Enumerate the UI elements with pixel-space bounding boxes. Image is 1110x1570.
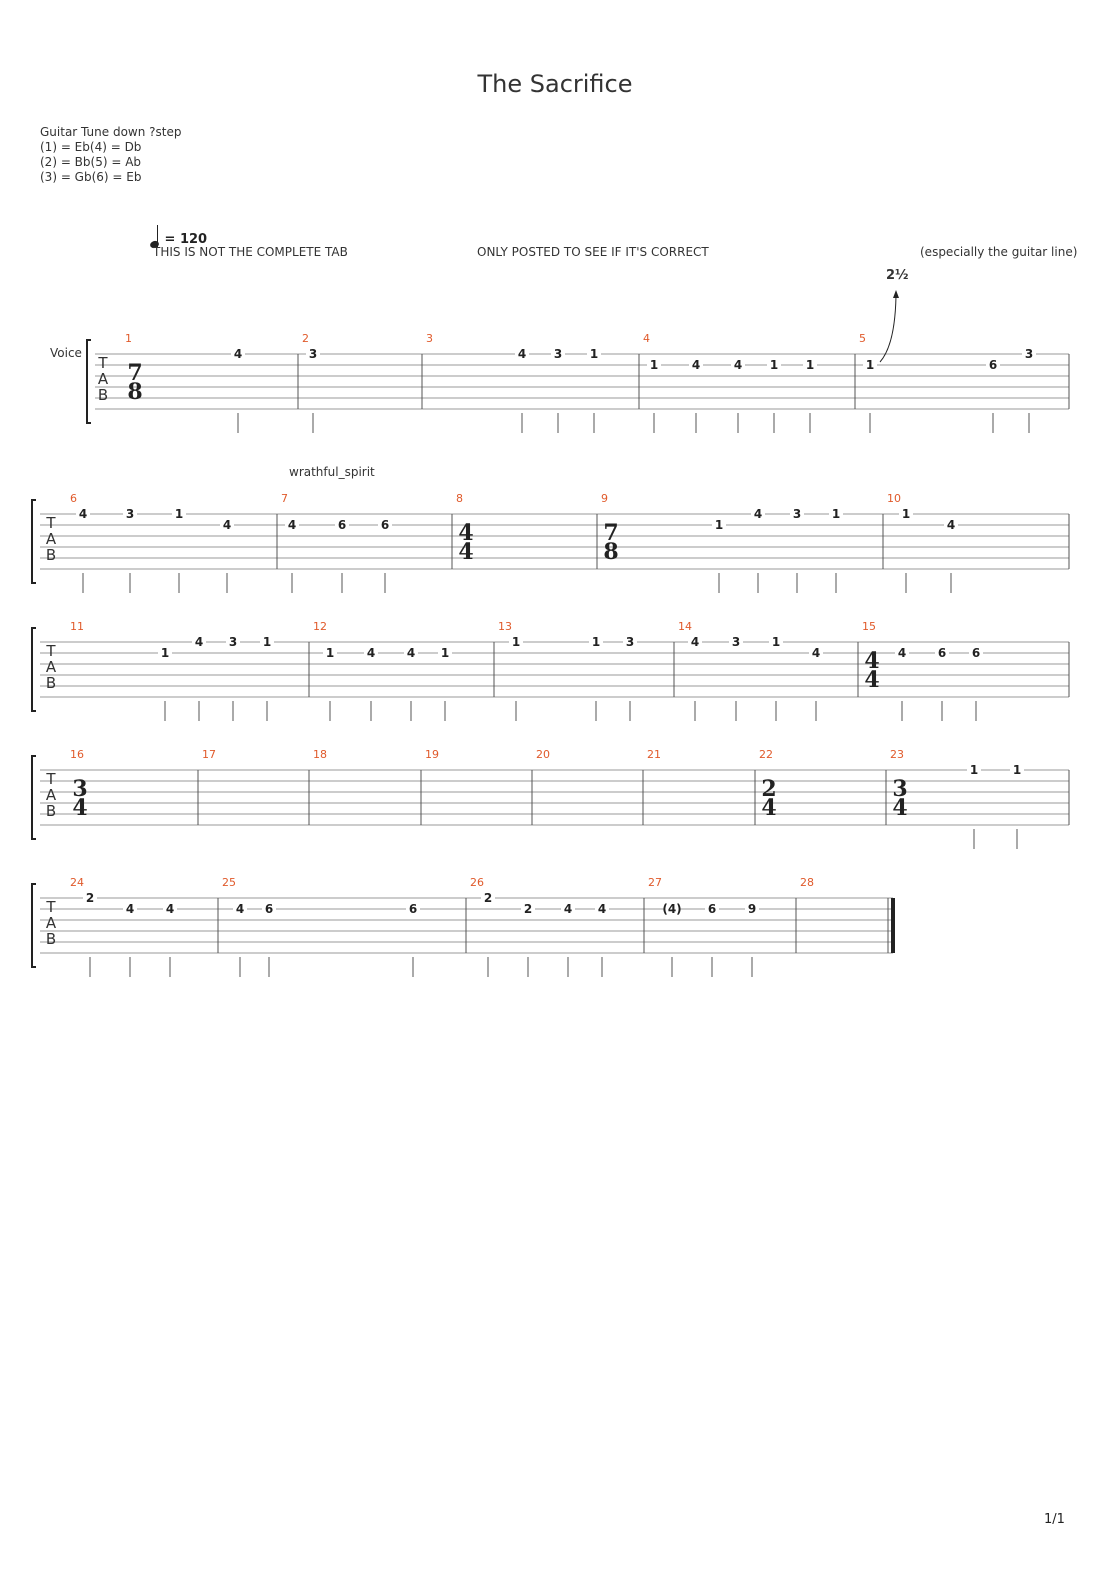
tab-clef-letter: T [46, 514, 56, 532]
fret-number: (4) [662, 902, 682, 916]
tab-clef-letter: T [46, 642, 56, 660]
time-signature-denominator: 4 [892, 795, 908, 821]
fret-number: 3 [228, 635, 238, 649]
measure-number: 15 [862, 620, 876, 633]
text-annotation: (especially the guitar line) [920, 245, 1078, 259]
tab-clef-letter: B [45, 546, 57, 564]
fret-number: 4 [690, 635, 700, 649]
measure-number: 17 [202, 748, 216, 761]
measure-number: 13 [498, 620, 512, 633]
measure-number: 18 [313, 748, 327, 761]
measure-number: 9 [601, 492, 608, 505]
fret-number: 2 [483, 891, 493, 905]
measure-number: 3 [426, 332, 433, 345]
fret-number: 4 [406, 646, 416, 660]
time-signature-denominator: 8 [127, 379, 143, 405]
time-signature-numerator: 4 [458, 520, 474, 546]
time-signature-denominator: 4 [864, 667, 880, 693]
time-signature-numerator: 4 [864, 648, 880, 674]
fret-number: 1 [865, 358, 875, 372]
fret-number: 4 [563, 902, 573, 916]
tab-clef-letter: B [45, 930, 57, 948]
staff-bracket [32, 500, 36, 583]
fret-number: 4 [233, 347, 243, 361]
fret-number: 1 [262, 635, 272, 649]
tab-clef-letter: T [46, 770, 56, 788]
fret-number: 1 [649, 358, 659, 372]
fret-number: 1 [831, 507, 841, 521]
fret-number: 4 [165, 902, 175, 916]
tab-clef-letter: B [45, 674, 57, 692]
fret-number: 4 [366, 646, 376, 660]
tuning-line: (3) = Gb(6) = Eb [40, 170, 142, 184]
time-signature-numerator: 7 [127, 360, 143, 386]
fret-number: 4 [691, 358, 701, 372]
tuning-header: Guitar Tune down ?step [40, 125, 182, 139]
fret-number: 2 [523, 902, 533, 916]
fret-number: 3 [308, 347, 318, 361]
fret-number: 3 [1024, 347, 1034, 361]
fret-number: 1 [901, 507, 911, 521]
staff-bracket [87, 340, 91, 423]
time-signature-numerator: 7 [603, 520, 619, 546]
measure-number: 22 [759, 748, 773, 761]
measure-number: 10 [887, 492, 901, 505]
fret-number: 3 [792, 507, 802, 521]
tuning-line: (1) = Eb(4) = Db [40, 140, 142, 154]
measure-number: 11 [70, 620, 84, 633]
track-name: Voice [50, 346, 82, 360]
fret-number: 1 [805, 358, 815, 372]
fret-number: 4 [78, 507, 88, 521]
fret-number: 6 [937, 646, 947, 660]
text-annotation: ONLY POSTED TO SEE IF IT'S CORRECT [477, 245, 709, 259]
fret-number: 3 [125, 507, 135, 521]
fret-number: 4 [517, 347, 527, 361]
tab-clef-letter: B [97, 386, 109, 404]
measure-number: 14 [678, 620, 692, 633]
measure-number: 4 [643, 332, 650, 345]
time-signature-denominator: 4 [458, 539, 474, 565]
measure-number: 1 [125, 332, 132, 345]
fret-number: 9 [747, 902, 757, 916]
song-title: The Sacrifice [477, 70, 633, 98]
measure-number: 2 [302, 332, 309, 345]
fret-number: 1 [969, 763, 979, 777]
measure-number: 7 [281, 492, 288, 505]
measure-number: 27 [648, 876, 662, 889]
fret-number: 1 [769, 358, 779, 372]
fret-number: 6 [337, 518, 347, 532]
staff-bracket [32, 756, 36, 839]
fret-number: 1 [511, 635, 521, 649]
tab-clef-letter: A [45, 658, 57, 676]
fret-number: 1 [440, 646, 450, 660]
measure-number: 5 [859, 332, 866, 345]
fret-number: 4 [235, 902, 245, 916]
fret-number: 4 [287, 518, 297, 532]
measure-number: 26 [470, 876, 484, 889]
measure-number: 24 [70, 876, 84, 889]
fret-number: 4 [222, 518, 232, 532]
fret-number: 4 [125, 902, 135, 916]
measure-number: 16 [70, 748, 84, 761]
bend-arrow-head [893, 290, 899, 298]
tempo-value: = 120 [164, 232, 208, 247]
tab-clef-letter: A [45, 786, 57, 804]
fret-number: 6 [264, 902, 274, 916]
time-signature-denominator: 8 [603, 539, 619, 565]
time-signature-numerator: 2 [761, 776, 777, 802]
text-annotation: THIS IS NOT THE COMPLETE TAB [153, 245, 348, 259]
fret-number: 4 [753, 507, 763, 521]
fret-number: 1 [174, 507, 184, 521]
fret-number: 1 [771, 635, 781, 649]
measure-number: 6 [70, 492, 77, 505]
final-bar-line [891, 898, 895, 953]
tab-clef-letter: A [45, 530, 57, 548]
measure-number: 21 [647, 748, 661, 761]
tab-clef-letter: A [97, 370, 109, 388]
fret-number: 6 [707, 902, 717, 916]
bend-arrow [880, 296, 896, 362]
measure-number: 23 [890, 748, 904, 761]
fret-number: 4 [597, 902, 607, 916]
measure-number: 12 [313, 620, 327, 633]
measure-number: 19 [425, 748, 439, 761]
fret-number: 1 [591, 635, 601, 649]
fret-number: 6 [380, 518, 390, 532]
fret-number: 4 [811, 646, 821, 660]
fret-number: 6 [408, 902, 418, 916]
fret-number: 4 [194, 635, 204, 649]
author-credit: wrathful_spirit [289, 465, 375, 479]
fret-number: 1 [1012, 763, 1022, 777]
measure-number: 8 [456, 492, 463, 505]
measure-number: 25 [222, 876, 236, 889]
fret-number: 3 [731, 635, 741, 649]
fret-number: 1 [714, 518, 724, 532]
fret-number: 6 [971, 646, 981, 660]
fret-number: 4 [897, 646, 907, 660]
page-number: 1/1 [1044, 1512, 1065, 1527]
time-signature-denominator: 4 [761, 795, 777, 821]
staff-bracket [32, 628, 36, 711]
time-signature-numerator: 3 [72, 776, 88, 802]
fret-number: 3 [553, 347, 563, 361]
tuning-line: (2) = Bb(5) = Ab [40, 155, 142, 169]
measure-number: 20 [536, 748, 550, 761]
fret-number: 1 [325, 646, 335, 660]
measure-number: 28 [800, 876, 814, 889]
staff-bracket [32, 884, 36, 967]
tab-clef-letter: T [98, 354, 108, 372]
fret-number: 3 [625, 635, 635, 649]
bend-amount: 2½ [886, 268, 909, 283]
tab-clef-letter: B [45, 802, 57, 820]
time-signature-numerator: 3 [892, 776, 908, 802]
tab-clef-letter: T [46, 898, 56, 916]
fret-number: 4 [946, 518, 956, 532]
fret-number: 2 [85, 891, 95, 905]
time-signature-denominator: 4 [72, 795, 88, 821]
fret-number: 4 [733, 358, 743, 372]
tab-clef-letter: A [45, 914, 57, 932]
fret-number: 6 [988, 358, 998, 372]
fret-number: 1 [160, 646, 170, 660]
fret-number: 1 [589, 347, 599, 361]
